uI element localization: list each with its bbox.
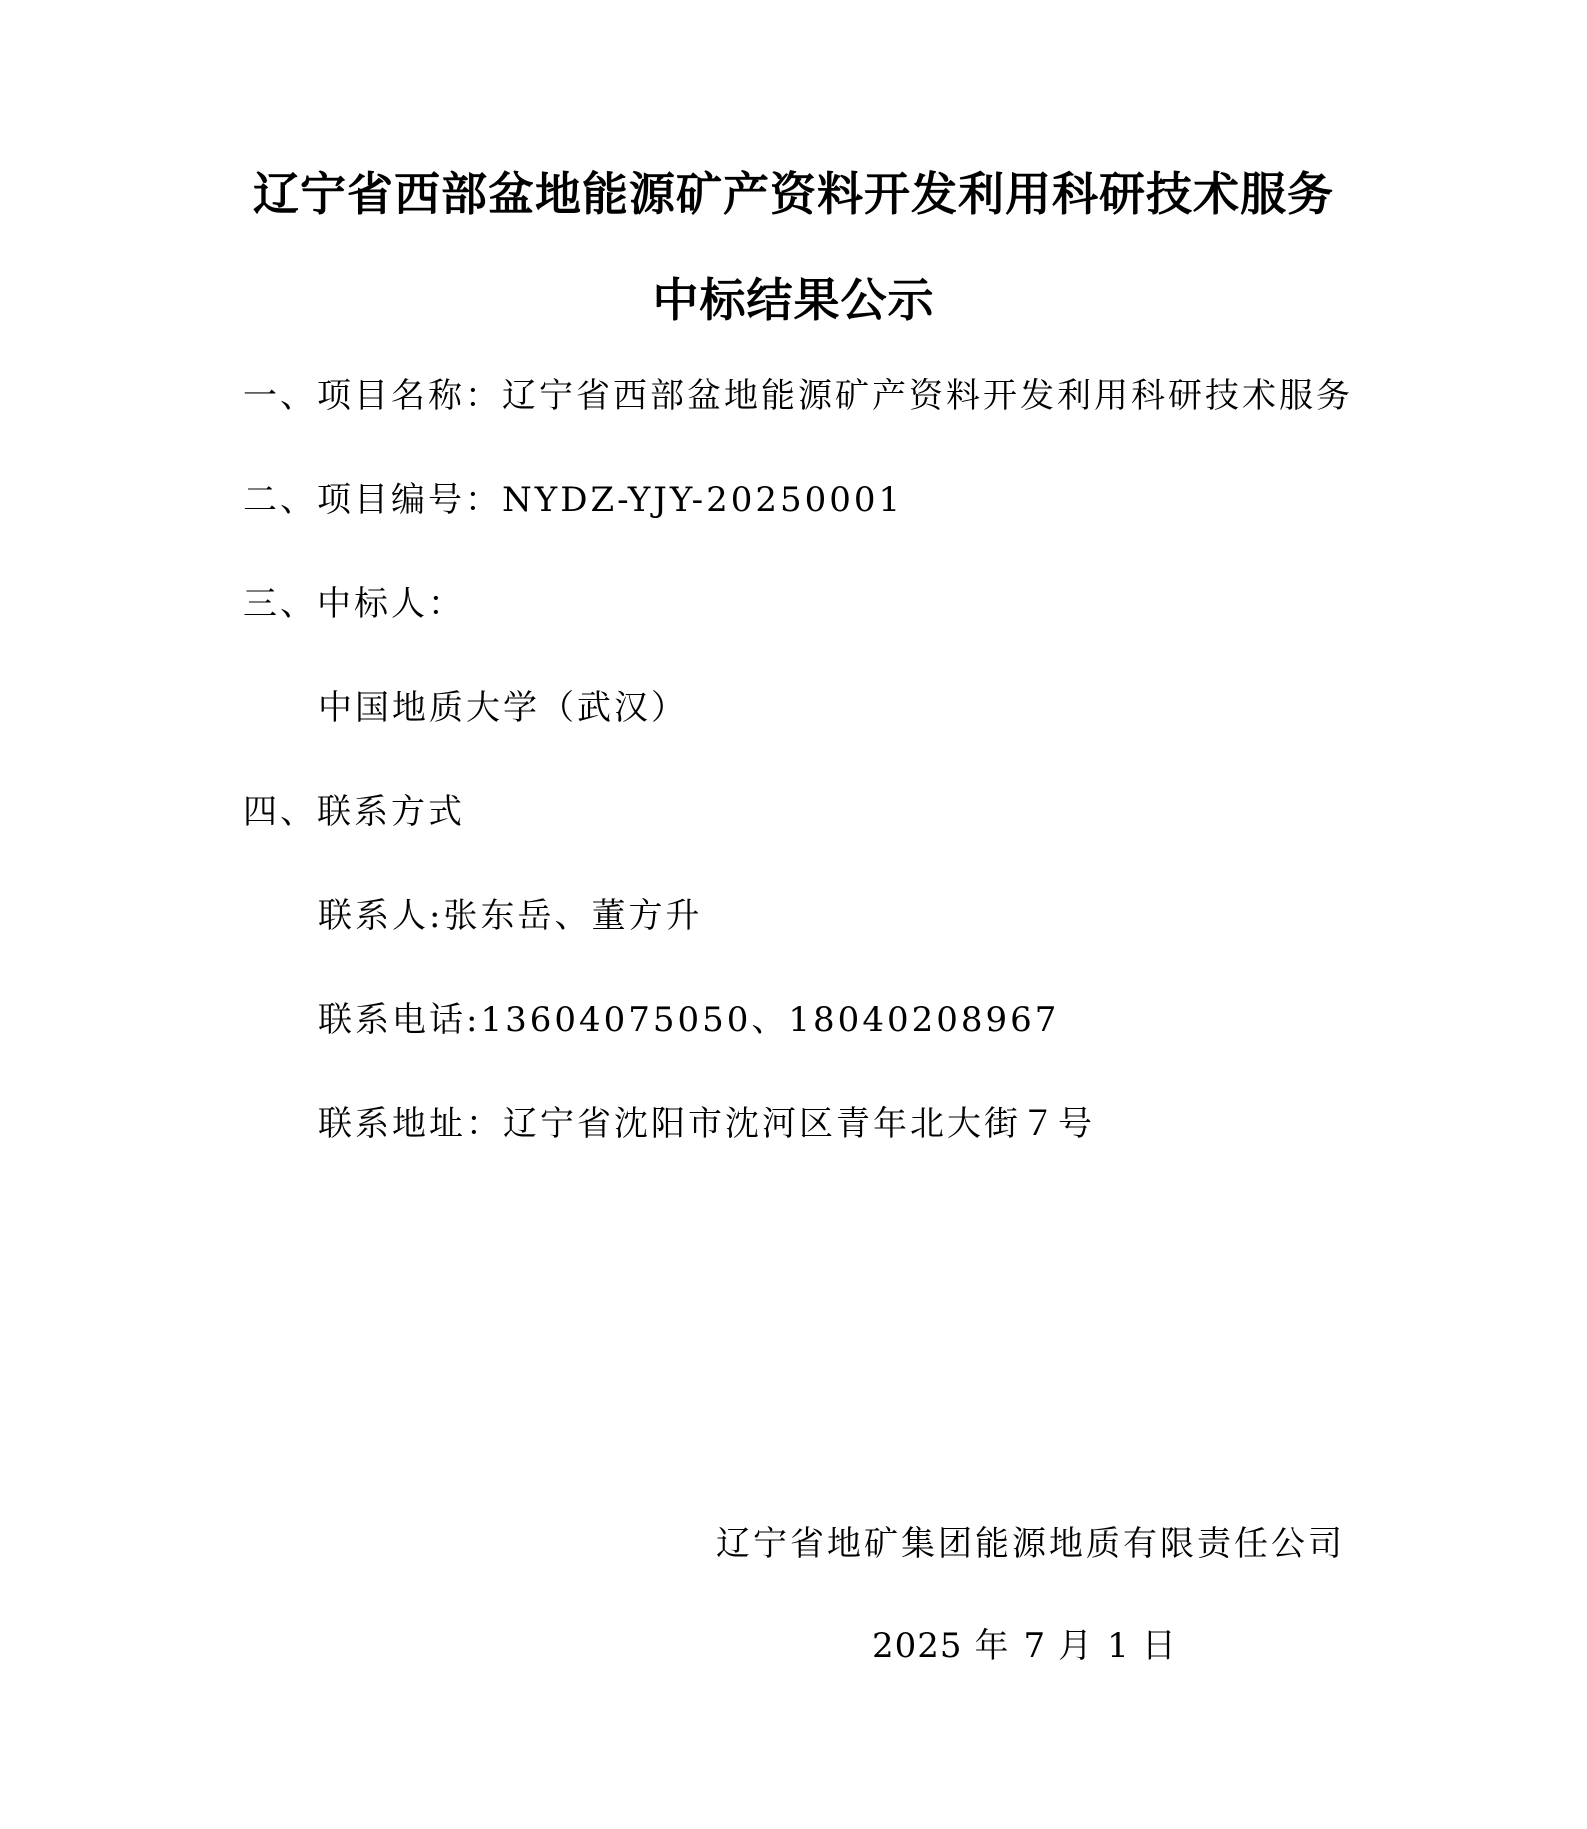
contact-phone-value: 13604075050、18040208967 <box>480 1000 1060 1040</box>
date-day: 1 <box>1107 1626 1130 1666</box>
contact-phone-row <box>318 1000 1059 1040</box>
contact-address-row <box>318 1104 1095 1144</box>
project-number-label: 二、项目编号： <box>243 480 502 520</box>
date-year-unit: 年 <box>974 1626 1012 1666</box>
winner-value: 中国地质大学（武汉） <box>318 688 688 728</box>
winner-label: 三、中标人： <box>243 584 465 624</box>
document-title-line-2: 中标结果公示 <box>652 273 935 327</box>
project-number-row <box>243 480 903 520</box>
project-name-label: 一、项目名称： <box>243 376 502 416</box>
issue-date <box>872 1626 1179 1666</box>
project-name-value: 辽宁省西部盆地能源矿产资料开发利用科研技术服务 <box>502 376 1353 416</box>
date-month-unit: 月 <box>1058 1626 1096 1666</box>
contact-section-label: 四、联系方式 <box>243 792 465 832</box>
contact-address-value: 辽宁省沈阳市沈河区青年北大街７号 <box>503 1104 1095 1144</box>
contact-person-value: 张东岳、董方升 <box>443 896 703 936</box>
date-day-unit: 日 <box>1141 1626 1179 1666</box>
contact-address-label: 联系地址： <box>318 1104 503 1144</box>
contact-phone-label: 联系电话: <box>318 1000 481 1040</box>
date-month: 7 <box>1023 1626 1047 1666</box>
issuer-signature: 辽宁省地矿集团能源地质有限责任公司 <box>716 1524 1345 1564</box>
contact-person-label: 联系人: <box>318 896 444 936</box>
project-number-value: NYDZ-YJY-20250001 <box>502 480 904 520</box>
project-name-row <box>243 376 1353 416</box>
document-title-line-1: 辽宁省西部盆地能源矿产资料开发利用科研技术服务 <box>253 167 1334 221</box>
date-year: 2025 <box>872 1626 963 1666</box>
contact-person-row <box>318 896 702 936</box>
